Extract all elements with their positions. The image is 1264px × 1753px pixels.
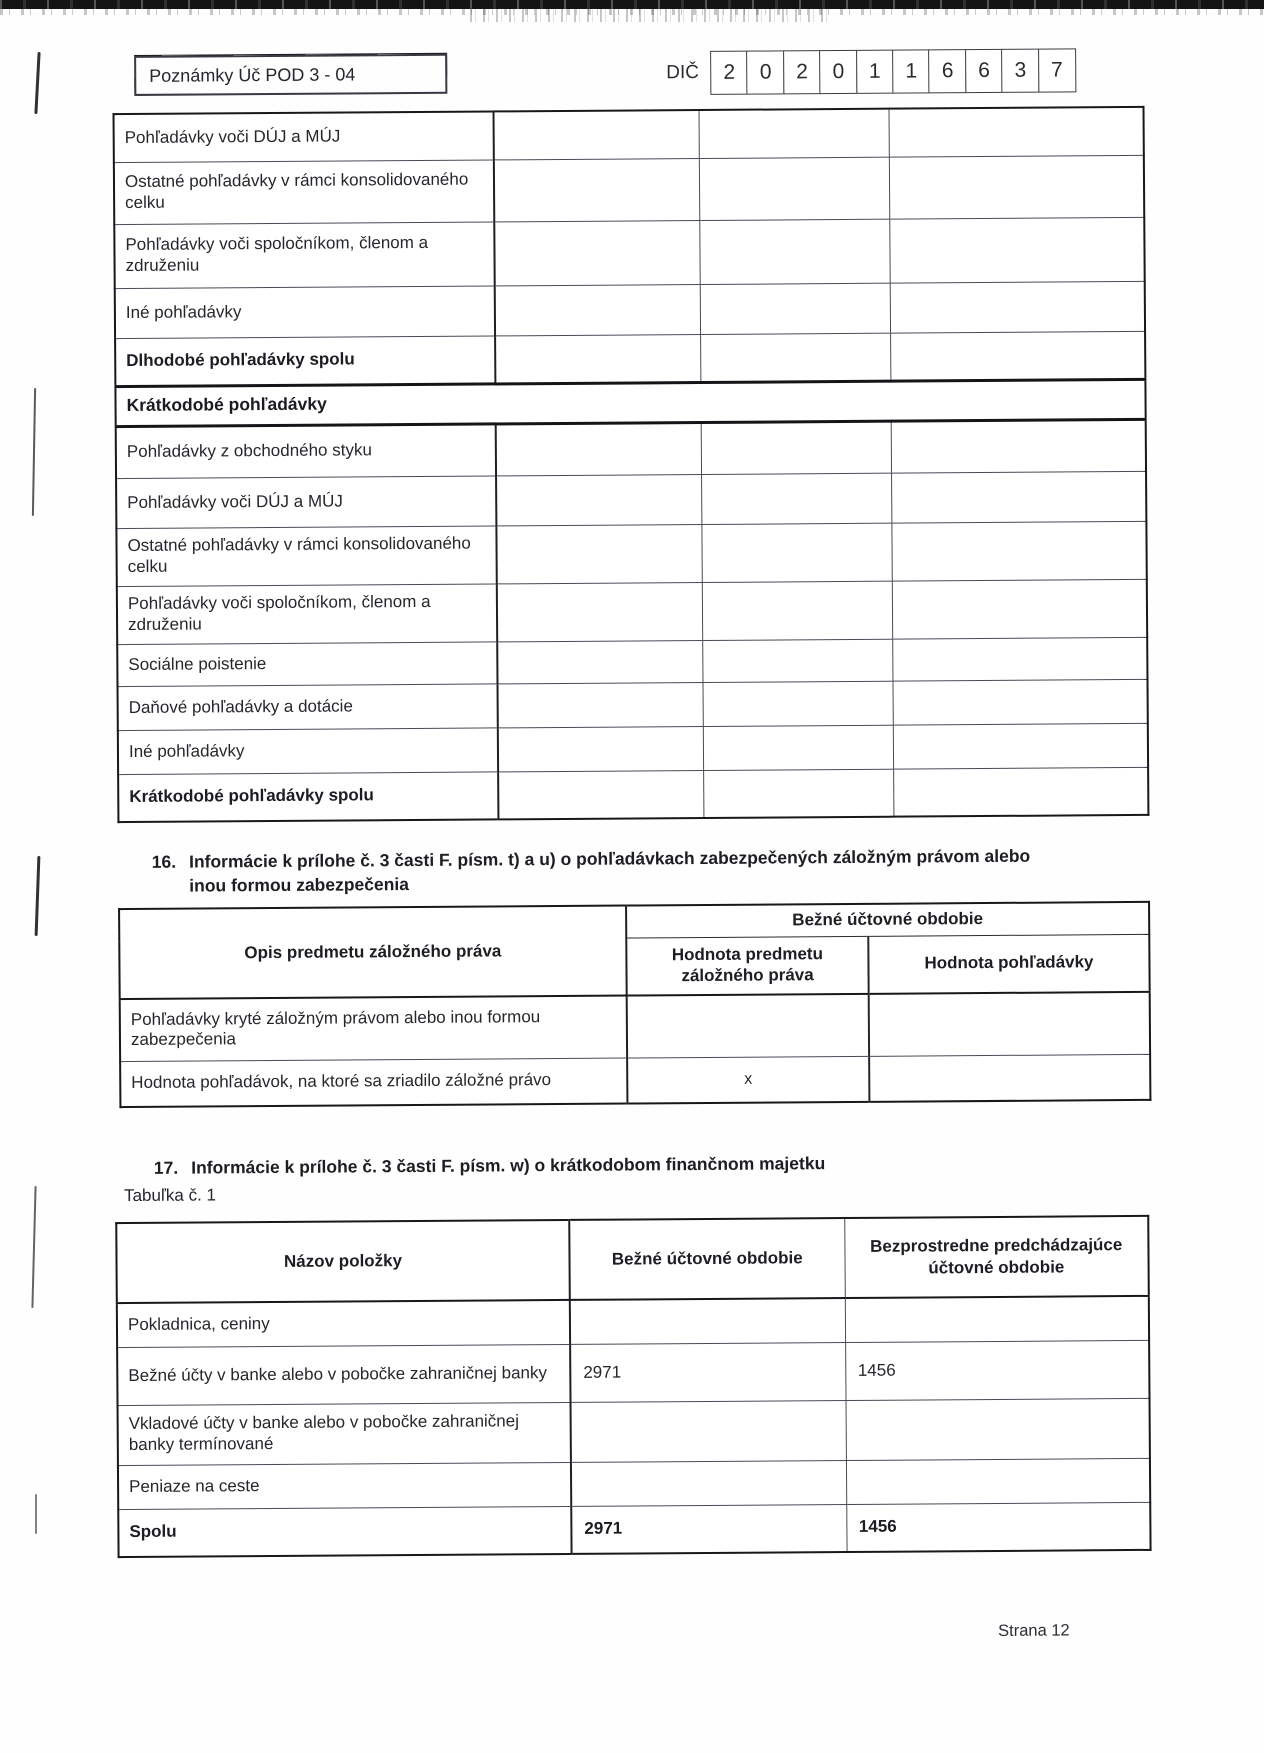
value-cell [699, 219, 889, 284]
value-cell [498, 726, 703, 771]
value-cell: 1456 [845, 1340, 1149, 1400]
dic-digit-box: 1 [856, 50, 894, 94]
dic-boxes [710, 48, 1076, 95]
row-label-cell: Iné pohľadávky [115, 285, 495, 338]
table-row [120, 1054, 1150, 1107]
dic-digit-box: 6 [965, 49, 1003, 93]
value-cell: 2971 [571, 1504, 846, 1554]
row-label-cell: Pohľadávky voči spoločníkom, členom a združeniu [114, 221, 494, 288]
table-row [118, 767, 1148, 822]
table-row [117, 1296, 1149, 1347]
row-label-cell: Peniaze na ceste [118, 1462, 571, 1509]
value-cell [494, 158, 699, 221]
value-cell [495, 284, 700, 335]
value-cell [700, 333, 890, 382]
value-cell [496, 422, 701, 475]
row-label-cell: Ostatné pohľadávky v rámci konsolidovaného celku [116, 525, 496, 586]
pledged-receivables-table [118, 901, 1151, 1108]
value-cell [497, 582, 702, 641]
row-label-cell: Sociálne poistenie [117, 641, 497, 686]
value-cell [699, 157, 889, 220]
dic-digit-box: 0 [746, 50, 784, 94]
value-cell [891, 471, 1146, 523]
short-term-financial-assets-table [115, 1215, 1151, 1558]
dic-digit-box: 3 [1001, 49, 1039, 93]
value-cell [893, 723, 1148, 769]
value-cell [494, 220, 699, 285]
table-row [118, 679, 1148, 730]
row-label-cell: Spolu [118, 1506, 571, 1557]
row-label-cell: Krátkodobé pohľadávky spolu [118, 771, 498, 822]
table-row [114, 107, 1144, 162]
table-row [116, 471, 1146, 528]
dic-digit-box: 7 [1038, 48, 1076, 92]
value-cell: 2971 [570, 1342, 845, 1402]
value-cell [497, 640, 702, 683]
row-label-cell: Pohľadávky voči DÚJ a MÚJ [114, 111, 494, 162]
value-cell [703, 769, 893, 818]
value-cell [846, 1398, 1150, 1460]
table-caption: Tabuľka č. 1 [123, 1185, 217, 1206]
dic-digit-box: 2 [710, 51, 748, 95]
dic-digit-box: 1 [892, 49, 930, 93]
dic-digit-box: 2 [783, 50, 821, 94]
dic-digit-box: 6 [929, 49, 967, 93]
value-cell [700, 283, 890, 334]
row-label-cell: Hodnota pohľadávok, na ktoré sa zriadilo záložné právo [120, 1058, 627, 1108]
subheader-cell: Hodnota predmetu záložného práva [626, 936, 868, 996]
value-cell [892, 637, 1147, 681]
row-label-cell: Pohľadávky kryté záložným právom alebo inou formou zabezpečenia [120, 996, 627, 1062]
table-row [118, 1398, 1150, 1465]
table-row [114, 217, 1144, 288]
value-cell [890, 281, 1145, 333]
table-row [116, 521, 1146, 586]
value-cell [892, 579, 1147, 639]
value-cell [571, 1460, 846, 1506]
value-cell [703, 725, 893, 770]
column-header-cell: Bezprostredne predchádzajúce účtovné obdobie [844, 1216, 1149, 1298]
section-heading-text: Informácie k prílohe č. 3 časti F. písm. t) a u) o pohľadávkach zabezpečených záložným právom alebo inou formou zabezpečenia [188, 845, 1031, 896]
value-cell [701, 421, 891, 474]
value-cell [892, 679, 1147, 725]
value-cell: 1456 [846, 1502, 1150, 1552]
column-header-cell: Názov položky [116, 1220, 570, 1303]
value-cell [846, 1458, 1150, 1504]
table-row [115, 331, 1145, 386]
table-row [118, 723, 1148, 774]
value-cell [890, 331, 1145, 381]
table-row [115, 281, 1145, 338]
row-label-cell: Pohľadávky z obchodného styku [116, 423, 496, 478]
column-header-cell: Bežné účtovné obdobie [569, 1218, 845, 1300]
value-cell [702, 639, 892, 682]
table-row [116, 419, 1146, 478]
receivables-table [113, 106, 1150, 823]
period-header-cell: Bežné účtovné obdobie [626, 902, 1149, 938]
table-row [114, 155, 1144, 224]
value-cell [702, 681, 892, 726]
value-cell [498, 770, 703, 819]
value-cell [893, 767, 1148, 817]
value-cell [571, 1400, 846, 1462]
value-cell [869, 1054, 1150, 1102]
column-header-cell: Opis predmetu záložného práva [119, 906, 627, 1000]
section-number: 17. [153, 1157, 179, 1178]
value-cell [889, 217, 1144, 283]
value-cell [845, 1296, 1149, 1342]
subheader-cell: Hodnota pohľadávky [868, 934, 1149, 994]
value-cell [494, 110, 699, 159]
form-title-box [134, 54, 447, 96]
value-cell: x [627, 1056, 869, 1104]
section-header-cell: Krátkodobé pohľadávky [115, 379, 1145, 426]
row-label-cell: Ostatné pohľadávky v rámci konsolidovaného celku [114, 159, 494, 224]
total-row [118, 1502, 1150, 1557]
value-cell [495, 334, 700, 383]
value-cell [701, 523, 891, 582]
value-cell [496, 474, 701, 525]
value-cell [496, 524, 701, 583]
value-cell [698, 109, 888, 158]
section-16-heading [152, 844, 1048, 899]
value-cell [869, 992, 1150, 1056]
table-row [117, 579, 1147, 644]
table-row [117, 1340, 1149, 1405]
row-label-cell: Bežné účty v banke alebo v pobočke zahraničnej banky [117, 1344, 570, 1405]
table-row [118, 1458, 1150, 1509]
form-title: Poznámky Úč POD 3 - 04 [149, 64, 356, 86]
value-cell [891, 521, 1146, 581]
value-cell [701, 473, 891, 524]
table-row [120, 992, 1150, 1061]
row-label-cell: Vkladové účty v banke alebo v pobočke zahraničnej banky termínované [118, 1402, 571, 1465]
dic-digit-box: 0 [819, 50, 857, 94]
value-cell [888, 107, 1143, 157]
section-number: 16. [151, 851, 177, 872]
row-label-cell: Pohľadávky voči spoločníkom, členom a združeniu [117, 583, 497, 644]
value-cell [627, 994, 869, 1058]
value-cell [702, 581, 892, 640]
row-label-cell: Pohľadávky voči DÚJ a MÚJ [116, 475, 496, 528]
value-cell [497, 682, 702, 727]
dic-label: DIČ [666, 62, 700, 84]
value-cell [570, 1298, 845, 1344]
value-cell [891, 419, 1146, 473]
table-row [117, 637, 1147, 686]
value-cell [889, 155, 1144, 219]
row-label-cell: Dlhodobé pohľadávky spolu [115, 335, 495, 386]
section-heading-text: Informácie k prílohe č. 3 časti F. písm. w) o krátkodobom finančnom majetku [191, 1153, 826, 1178]
row-label-cell: Daňové pohľadávky a dotácie [118, 683, 498, 730]
section-17-heading [154, 1151, 826, 1180]
row-label-cell: Iné pohľadávky [118, 727, 498, 774]
page-number: Strana 12 [998, 1621, 1070, 1640]
header-row [116, 1216, 1149, 1303]
row-label-cell: Pokladnica, ceniny [117, 1300, 570, 1347]
